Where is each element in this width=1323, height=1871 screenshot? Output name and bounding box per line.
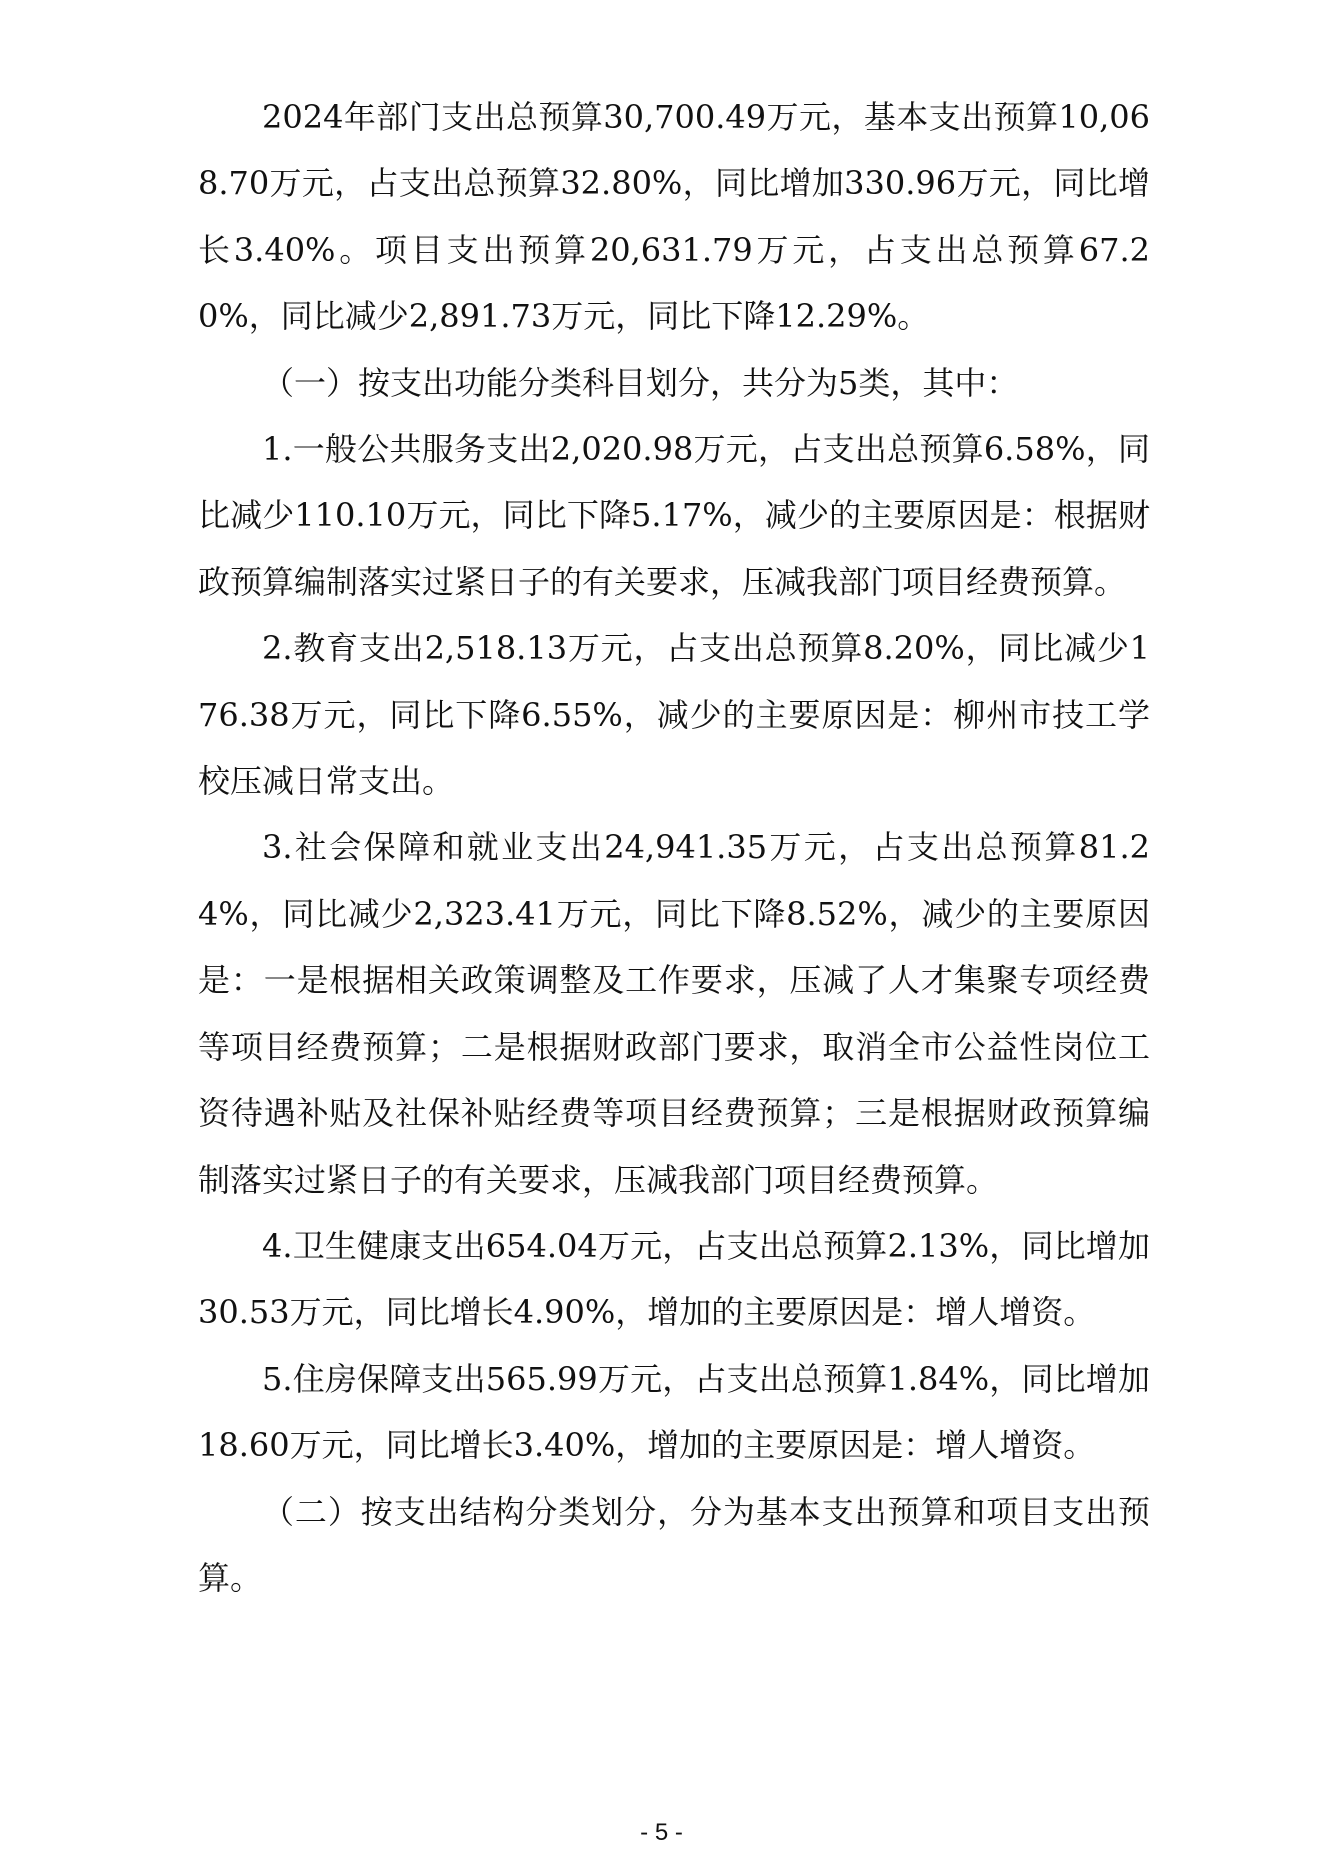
paragraph-health: 4.卫生健康支出654.04万元，占支出总预算2.13%，同比增加30.53万元，同比增长4.90%，增加的主要原因是：增人增资。 <box>198 1226 1150 1332</box>
paragraph-total-budget: 2024年部门支出总预算30,700.49万元，基本支出预算10,068.70万元，占支出总预算32.80%，同比增加330.96万元，同比增长3.40%。项目支出预算20,631.79万元，占支出总预算67.20%，同比减少2,891.73万元，同比下降12.29%。 <box>198 98 1150 336</box>
paragraph-housing: 5.住房保障支出565.99万元，占支出总预算1.84%，同比增加18.60万元，同比增长3.40%，增加的主要原因是：增人增资。 <box>198 1359 1150 1465</box>
paragraph-general-public-services: 1.一般公共服务支出2,020.98万元，占支出总预算6.58%，同比减少110.10万元，同比下降5.17%，减少的主要原因是：根据财政预算编制落实过紧日子的有关要求，压减我部门项目经费预算。 <box>198 430 1150 601</box>
paragraph-structural-classification: （二）按支出结构分类划分，分为基本支出预算和项目支出预算。 <box>198 1492 1150 1597</box>
page-number: - 5 - <box>640 1819 683 1846</box>
body-text <box>198 84 1150 1611</box>
paragraph-social-security-employment: 3.社会保障和就业支出24,941.35万元，占支出总预算81.24%，同比减少2,323.41万元，同比下降8.52%，减少的主要原因是：一是根据相关政策调整及工作要求，压减了人才集聚专项经费等项目经费预算；二是根据财政部门要求，取消全市公益性岗位工资待遇补贴及社保补贴经费等项目经费预算；三是根据财政预算编制落实过紧日子的有关要求，压减我部门项目经费预算。 <box>198 828 1150 1199</box>
paragraph-functional-classification: （一）按支出功能分类科目划分，共分为5类，其中： <box>262 363 1019 402</box>
paragraph-education: 2.教育支出2,518.13万元，占支出总预算8.20%，同比减少176.38万元，同比下降6.55%，减少的主要原因是：柳州市技工学校压减日常支出。 <box>198 629 1150 801</box>
